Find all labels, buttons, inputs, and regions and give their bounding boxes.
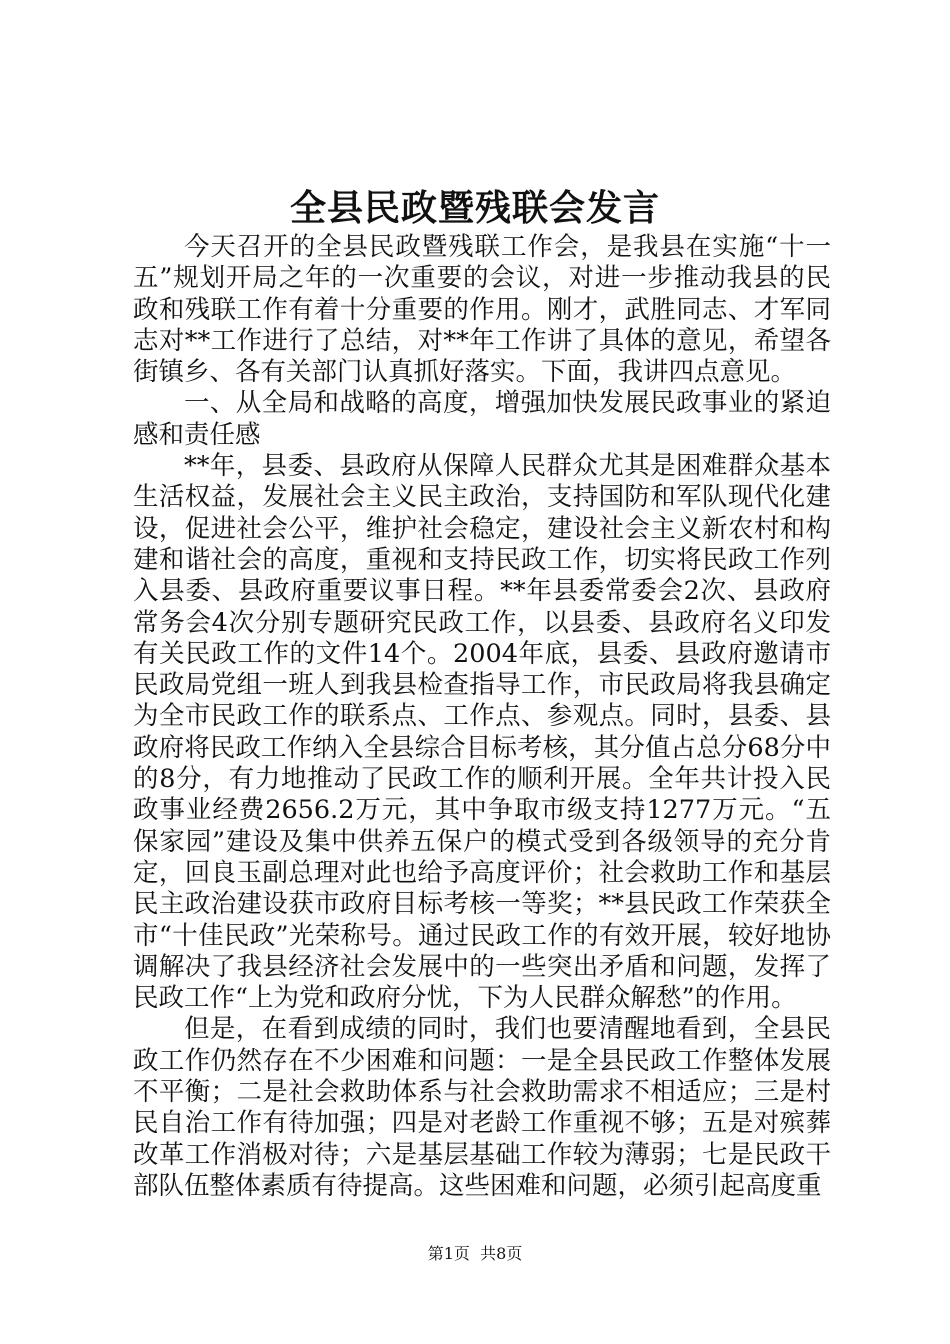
document-body — [133, 232, 831, 1202]
paragraph-intro: 今天召开的全县民政暨残联工作会，是我县在实施“十一五”规划开局之年的一次重要的会议，对进一步推动我县的民政和残联工作有着十分重要的作用。刚才，武胜同志、才军同志对**工作进行了总结，对**年工作讲了具体的意见，希望各街镇乡、各有关部门认真抓好落实。下面，我讲四点意见。 — [133, 232, 831, 388]
page-total: 共8页 — [480, 1244, 523, 1263]
section-heading-1: 一、从全局和战略的高度，增强加快发展民政事业的紧迫感和责任感 — [133, 388, 831, 450]
paragraph-achievements: **年，县委、县政府从保障人民群众尤其是困难群众基本生活权益，发展社会主义民主政治，支持国防和军队现代化建设，促进社会公平，维护社会稳定，建设社会主义新农村和构建和谐社会的高度，重视和支持民政工作，切实将民政工作列入县委、县政府重要议事日程。**年县委常委会2次、县政府常务会4次分别专题研究民政工作，以县委、县政府名义印发有关民政工作的文件14个。2004年底，县委、县政府邀请市民政局党组一班人到我县检查指导工作，市民政局将我县确定为全市民政工作的联系点、工作点、参观点。同时，县委、县政府将民政工作纳入全县综合目标考核，其分值占总分68分中的8分，有力地推动了民政工作的顺利开展。全年共计投入民政事业经费2656.2万元，其中争取市级支持1277万元。“五保家园”建设及集中供养五保户的模式受到各级领导的充分肯定，回良玉副总理对此也给予高度评价；社会救助工作和基层民主政治建设获市政府目标考核一等奖；**县民政工作荣获全市“十佳民政”光荣称号。通过民政工作的有效开展，较好地协调解决了我县经济社会发展中的一些突出矛盾和问题，发挥了民政工作“上为党和政府分忧，下为人民群众解愁”的作用。 — [133, 451, 831, 1014]
document-title: 全县民政暨残联会发言 — [289, 187, 660, 229]
page-footer — [0, 1244, 950, 1264]
footer-gap — [470, 1244, 480, 1263]
page-number: 第1页 — [427, 1244, 470, 1263]
paragraph-problems: 但是，在看到成绩的同时，我们也要清醒地看到，全县民政工作仍然存在不少困难和问题：一是全县民政工作整体发展不平衡；二是社会救助体系与社会救助需求不相适应；三是村民自治工作有待加强；四是对老龄工作重视不够；五是对殡葬改革工作消极对待；六是基层基础工作较为薄弱；七是民政干部队伍整体素质有待提高。这些困难和问题，必须引起高度重 — [133, 1014, 831, 1201]
